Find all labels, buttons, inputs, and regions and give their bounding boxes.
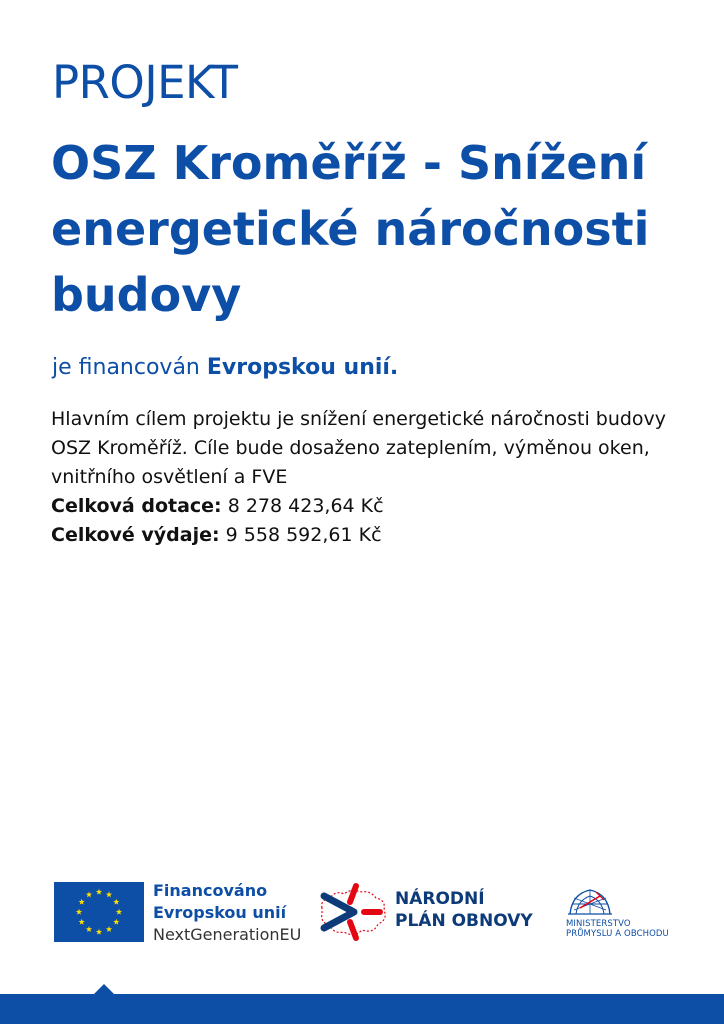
eu-line-2: Evropskou unií [153, 903, 287, 922]
expenses-value: 9 558 592,61 Kč [225, 524, 382, 546]
npo-line-1: NÁRODNÍ [395, 889, 485, 909]
subsidy-value: 8 278 423,64 Kč [227, 495, 384, 517]
mpo-text [566, 919, 669, 939]
ministry-logo-icon [566, 886, 614, 916]
mpo-line-1: MINISTERSTVO [566, 919, 631, 929]
funding-emphasis: Evropskou unií. [206, 355, 399, 380]
narodni-plan-obnovy-icon [314, 880, 392, 944]
funding-statement [52, 355, 398, 380]
project-description [51, 405, 671, 550]
description-text: Hlavním cílem projektu je snížení energetické náročnosti budovy OSZ Kroměříž. Cíle bude dosaženo zateplením, výměnou oken, vnitřního osvětlení a FVE [51, 408, 667, 488]
bottom-bar [0, 994, 724, 1024]
expenses-line [51, 521, 671, 550]
npo-line-2: PLÁN OBNOVY [395, 911, 533, 931]
expenses-label: Celkové výdaje: [51, 524, 220, 546]
eu-funding-text [153, 880, 301, 946]
npo-text [395, 888, 533, 932]
eu-line-3: NextGenerationEU [153, 925, 302, 944]
eu-line-1: Financováno [153, 881, 268, 900]
project-title: OSZ Kroměříž - Snížení energetické náročnosti budovy [51, 136, 650, 322]
subsidy-label: Celková dotace: [51, 495, 222, 517]
subsidy-line [51, 492, 671, 521]
funding-prefix: je financován [52, 355, 200, 380]
mpo-line-2: PRŮMYSLU A OBCHODU [566, 929, 669, 939]
eu-flag-icon [54, 882, 144, 942]
project-label: PROJEKT [52, 56, 238, 109]
